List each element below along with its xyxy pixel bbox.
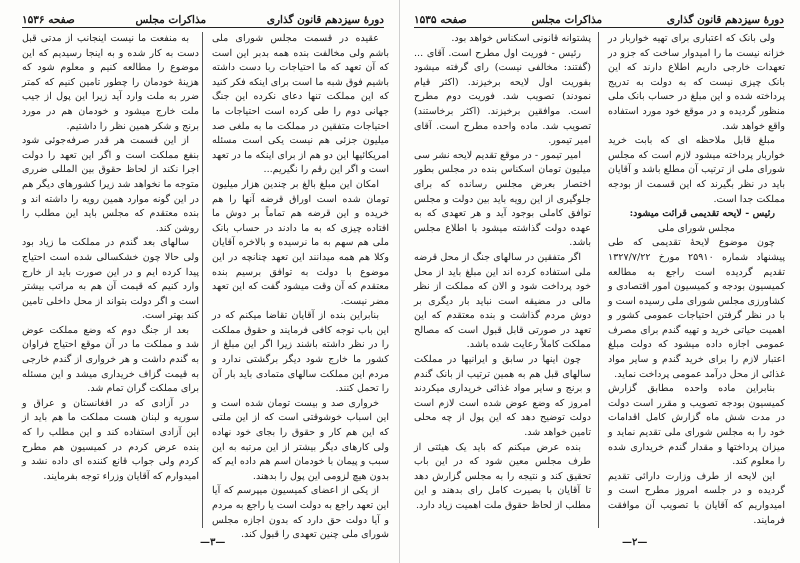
text-column-right (608, 32, 785, 528)
right-page (400, 0, 800, 563)
document-heading: مجلس شورای ملی (658, 222, 735, 234)
left-page-header (22, 8, 384, 26)
period-title: دورهٔ سیزدهم قانون گذاری (666, 14, 784, 26)
paragraph: خرواری صد و بیست تومان شده است و این اسباب خوشوقتی است که از این ملتی که این هم کار و حقوق را بجای خود نهاده ولی کارهای دیگر بیشتر از این مرتبه به این سبب و پیمان با خودمان اسم هم داده ایم که بدون هیچ لزومی این پول را بدهند. (212, 397, 389, 482)
journal-title: مذاکرات مجلس (135, 14, 207, 26)
paragraph: رئیس - فوریت اول مطرح است. آقای ... (گفتند: مخالفی نیست) رای گرفته میشود بفوریت اول لایحه برخیزند. (اکثر قیام نمودند) تصویب شد. فوریت دوم مطرح است. موافقین برخیزند. (اکثر برخاستند) تصویب شد. ماده واحده مطرح است. آقای امیر تیمور. (414, 47, 591, 147)
page-number: —۲— (622, 537, 648, 548)
text-column-left (22, 32, 199, 528)
header-divider (22, 27, 384, 28)
speaker-line: رئیس - لایحه تقدیمی قرائت میشود: (629, 208, 775, 220)
paragraph: از این قسمت هر قدر صرفه‌جوئی شود بنفع مملکت است و اگر این تعهد را دولت اجرا نکند از لحاظ حقوق بین المللی ضرری متوجه ما نخواهد شد زیرا کشورهای دیگر هم در این گونه موارد همین رویه را داشته اند و بنده معتقدم که مجلس باید این مطلب را روشن کند. (22, 135, 199, 234)
paragraph: سالهای بعد گندم در مملکت ما زیاد بود ولی حالا چون خشکسالی شده است احتیاج پیدا کرده ایم و در این صورت باید از خارج وارد کنیم که قیمت آن هم به مراتب بیشتر است و اگر دولت بتواند از محل داخلی تامین کند بهتر است. (22, 237, 199, 322)
paragraph: چون موضوع لایحهٔ تقدیمی که طی پیشنهاد شماره ۲۵۹۱۰ مورخ ۱۳۲۷/۷/۲۲ تقدیم گردیده است راجع به مطالعه کمیسیون بودجه و کمیسیون امور اقتصادی و کشاورزی مجلس شورای ملی رسیده است و با در نظر گرفتن احتیاجات عمومی کشور و اهمیت حیاتی خرید و تهیه گندم برای مصرف عمومی اجازه داده میشود که دولت مبلغ اعتبار لازم را برای خرید گندم و سایر مواد غذائی از محل درآمد عمومی پرداخت نماید. (608, 237, 785, 380)
paragraph: پشتوانه قانونی اسکناس خواهد بود. (451, 33, 591, 44)
header-divider (414, 27, 784, 28)
paragraph: بنده عرض میکنم که باید یک هیئتی از طرف مجلس معین شود که در این باب تحقیق کند و نتیجه را به مجلس گزارش دهد تا آقایان با بصیرت کامل رای بدهند و این مطلب از لحاظ حقوق ملت اهمیت زیاد دارد. (414, 441, 591, 511)
paragraph: عقیده در قسمت مجلس شورای ملی باشم ولی مخالفت بنده همه بدبر این است که آن تعهد که ما احتیاجات ربا دست داشته باشیم فوق شبه ما است برای اینکه فکر کنید که این مملکت تنها دعای نکرده این جنگ جهانی دوم را طی کرده است احتیاجات ما احتیاجات متفقین در مملکت ما به ملغی صد میلیون جزئی هم نیست یکی است مسئله امریکائیها این دو هم از برای اینکه ما در تعهد است و اگر این رقم را نگیریم... (212, 33, 389, 176)
paragraph: مبلغ قابل ملاحظه ای که بابت خرید خواربار پرداخته میشود لازم است که مجلس شورای ملی از ترتیب آن مطلع باشد و آقایان باید در نظر بگیرند که این قسمت از بودجه مملکت جدا است. (608, 135, 785, 205)
paragraph: بعد از جنگ دوم که وضع مملکت عوض شد و مملکت ما در آن موقع احتیاج فراوان به گندم داشت و هر خرواری از گندم خارجی به قیمت گزاف خریداری میشد و این مسئله برای مملکت گران تمام شد. (22, 324, 199, 395)
paragraph: ولی بانک که اعتباری برای تهیه خواربار در خزانه نیست ما را امیدوار ساخت که جزو در تعهدات خارجی داریم اطلاع دارند که این بانک چیزی نیست که به دولت به تدریج پرداخته شده و این مبلغ در حساب بانک ملی منظور گردیده و در موقع خود مورد استفاده واقع خواهد شد. (608, 33, 785, 132)
paragraph: به منفعت ما نیست اینجانب از مدتی قبل دست به کار شده و به اینجا رسیدیم که این موضوع را مطالعه کنیم و معلوم شود که هزینهٔ خودمان را چطور تامین کنیم که کمتر ضرر به ملت وارد آید زیرا این پول از جیب ملت خارج میشود و خودمان هم در مورد برنج و شکر همین نظر را داشتیم. (22, 33, 199, 132)
right-page-header (414, 8, 784, 26)
paragraph: بنابراین بنده از آقایان تقاضا میکنم که در این باب توجه کافی فرمایند و حقوق مملکت را در نظر داشته باشند زیرا اگر این مبلغ از کشور ما خارج شود دیگر برگشتی ندارد و مردم این مملکت سالهای متمادی باید بار آن را تحمل کنند. (212, 310, 389, 395)
column-divider (598, 32, 599, 528)
journal-title: مذاکرات مجلس (531, 14, 603, 26)
paragraph: این لایحه از طرف وزارت دارائی تقدیم گردیده و در جلسه امروز مطرح است و امیدواریم که آقایان با تصویب آن موافقت فرمایند. (608, 470, 785, 526)
period-title: دورهٔ سیزدهم قانون گذاری (266, 14, 384, 26)
text-column-left (414, 32, 591, 528)
text-column-right (212, 32, 389, 541)
page-label: صفحه ۱۵۳۵ (414, 14, 467, 26)
paragraph: چون اینها در سابق و ایرانیها در مملکت سالهای قبل هم به همین ترتیب از بانک گندم و برنج و سایر مواد غذائی خریداری میکردند امروز که وضع عوض شده است لازم است دولت توضیح دهد که این پول از چه محلی تامین خواهد شد. (414, 354, 591, 439)
page-number: —۳— (200, 537, 226, 548)
page-label: صفحه ۱۵۳۶ (22, 14, 75, 26)
paragraph: امکان این مبلغ بالغ بر چندین هزار میلیون تومان شده است اوراق قرضه آنها را هم خریده و این قرضه هم تماماً بر دوش ما افتاده چیزی که به ما دادند در حساب بانک ملی هم سهم به ما نرسیده و بالاخره آقایان وکلا هم همه میدانند این تعهد چنانچه در این موضوع با دولت به توافق برسیم بنده معتقدم که آن وقت میشود گفت که این تعهد مضر نیست. (212, 178, 389, 307)
paragraph: بنابراین ماده واحده مطابق گزارش کمیسیون بودجه تصویب و مقرر است دولت در مدت شش ماه گزارش کامل اقدامات خود را به مجلس شورای ملی تقدیم نماید و میزان پرداختها و مقدار گندم خریداری شده را معلوم کند. (608, 383, 785, 468)
paragraph: در آزادی که در افغانستان و عراق و سوریه و لبنان هست مملکت ما هم باید از این آزادی استفاده کند و این مطلب را که بنده عرض کردم در کمیسیون هم مطرح کردم ولی جواب قانع کننده ای داده نشد و امیدوارم که آقایان وزراء توجه بفرمایند. (22, 397, 199, 482)
paragraph: از یکی از اعضای کمیسیون میپرسم که آیا این تعهد راجع به دولت است یا راجع به مردم و آیا دولت حق دارد که بدون اجازه مجلس شورای ملی چنین تعهدی را قبول کند. (212, 485, 389, 541)
paragraph: امیر تیمور - در موقع تقدیم لایحه نشر سی میلیون تومان اسکناس بنده در مجلس بطور اختصار بعرض مجلس رسانده که برای جلوگیری از این رویه باید بین دولت و مجلس توافق کاملی بوجود آید و هر تعهدی که به عهده دولت گذاشته میشود با اطلاع مجلس باشد. (414, 149, 591, 249)
column-divider (202, 32, 203, 528)
paragraph: اگر متفقین در سالهای جنگ از محل قرضه ملی استفاده کرده اند این مبلغ باید از محل خود پرداخت شود و الان که مملکت از نظر مالی در مضیقه است نباید بار دیگری بر دوش مردم گذاشت و بنده معتقدم که این تعهد در صورتی قابل قبول است که مصالح مملکت کاملاً رعایت شده باشد. (414, 251, 591, 351)
